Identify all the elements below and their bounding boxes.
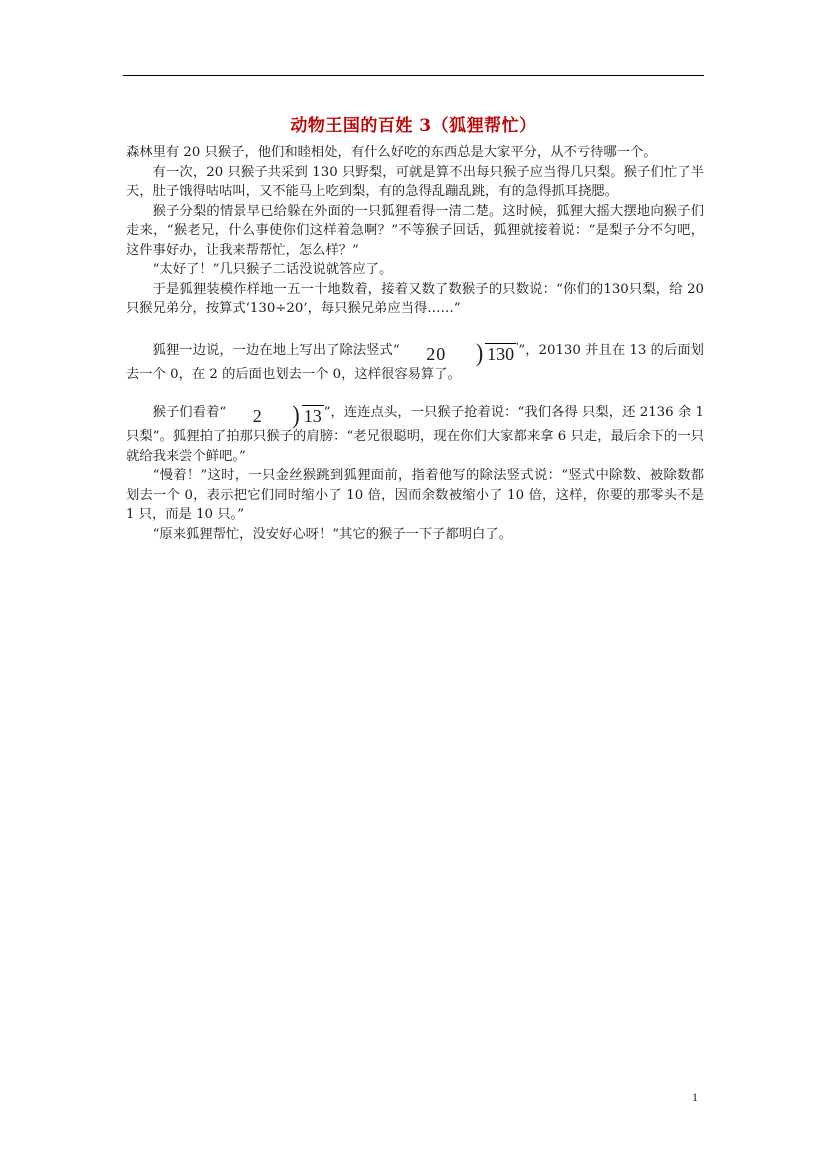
paragraph-1: 森林里有 20 只猴子，他们和睦相处，有什么好吃的东西总是大家平分，从不亏待哪一个。	[126, 145, 657, 160]
division-2-divisor: 2	[252, 405, 263, 426]
page-title: 动物王国的百姓 3（狐狸帮忙）	[290, 116, 537, 136]
article-body	[126, 143, 704, 544]
paragraph-3: 猴子分梨的情景早已给躲在外面的一只狐狸看得一清二楚。这时候，狐狸大摇大摆地向猴子们走来，“猴老兄，什么事使你们这样着急啊？”不等猴子回话，狐狸就接着说：“是梨子分不匀吧，这件事好办，让我来帮帮忙，怎么样？”	[126, 203, 704, 258]
division-1-divisor: 20	[426, 343, 447, 364]
paragraph-4: “太好了！”几只猴子二话没说就答应了。	[152, 262, 393, 277]
division-1-dividend: 130	[487, 343, 515, 364]
paragraph-9: “原来狐狸帮忙，没安好心呀！”其它的猴子一下子都明白了。	[152, 526, 512, 542]
paragraph-8: “慢着！”这时，一只金丝猴跳到狐狸面前，指着他写的除法竖式说：“竖式中除数、被除数都划去一个 0，表示把它们同时缩小了 10 倍，因而余数被缩小了 10 倍，这样，你要的那零头不是 1 只，而是 10 只。”	[126, 468, 704, 522]
paragraph-2: 有一次，20 只猴子共采到 130 只野梨，可就是算不出每只猴子应当得几只梨。猴子们忙了半天，肚子饿得咕咕叫，又不能马上吃到梨，有的急得乱蹦乱跳，有的急得抓耳挠腮。	[126, 164, 704, 199]
paragraph-6	[126, 337, 704, 385]
paragraph-5: 于是狐狸装模作样地一五一十地数着，接着又数了数猴子的只数说：“你们的130只梨，给 20 只猴兄弟分，按算式‘130÷20’，每只猴兄弟应当得……”	[126, 281, 704, 316]
paragraph-7-after: ”，连连点头，一只猴子抢着说：“我们各得 只梨，还 2136 余 1 只梨”。狐狸拍了拍那只猴子的肩膀：“老兄很聪明，现在你们大家都来拿 6 只走，最后余下的一只就给我来尝个鲜吧。”	[126, 404, 704, 464]
division-bracket-icon: )	[475, 337, 484, 367]
paragraph-7-before: 猴子们看着“	[152, 404, 227, 420]
paragraph-6-before: 狐狸一边说，一边在地上写出了除法竖式“	[152, 342, 400, 358]
division-figure-1	[400, 337, 519, 366]
page-number: 1	[692, 1090, 698, 1104]
division-figure-2	[226, 399, 324, 429]
paragraph-6-after: ”，20130 并且在 13 的后面划去一个 0，在 2 的后面也划去一个 0，这样很容易算了。	[126, 342, 704, 382]
division-1-mark: '	[516, 338, 519, 353]
paragraph-7	[126, 399, 704, 467]
division-2-dividend: 13	[303, 405, 322, 426]
division-bracket-icon: )	[292, 399, 300, 429]
header-rule	[123, 75, 704, 76]
